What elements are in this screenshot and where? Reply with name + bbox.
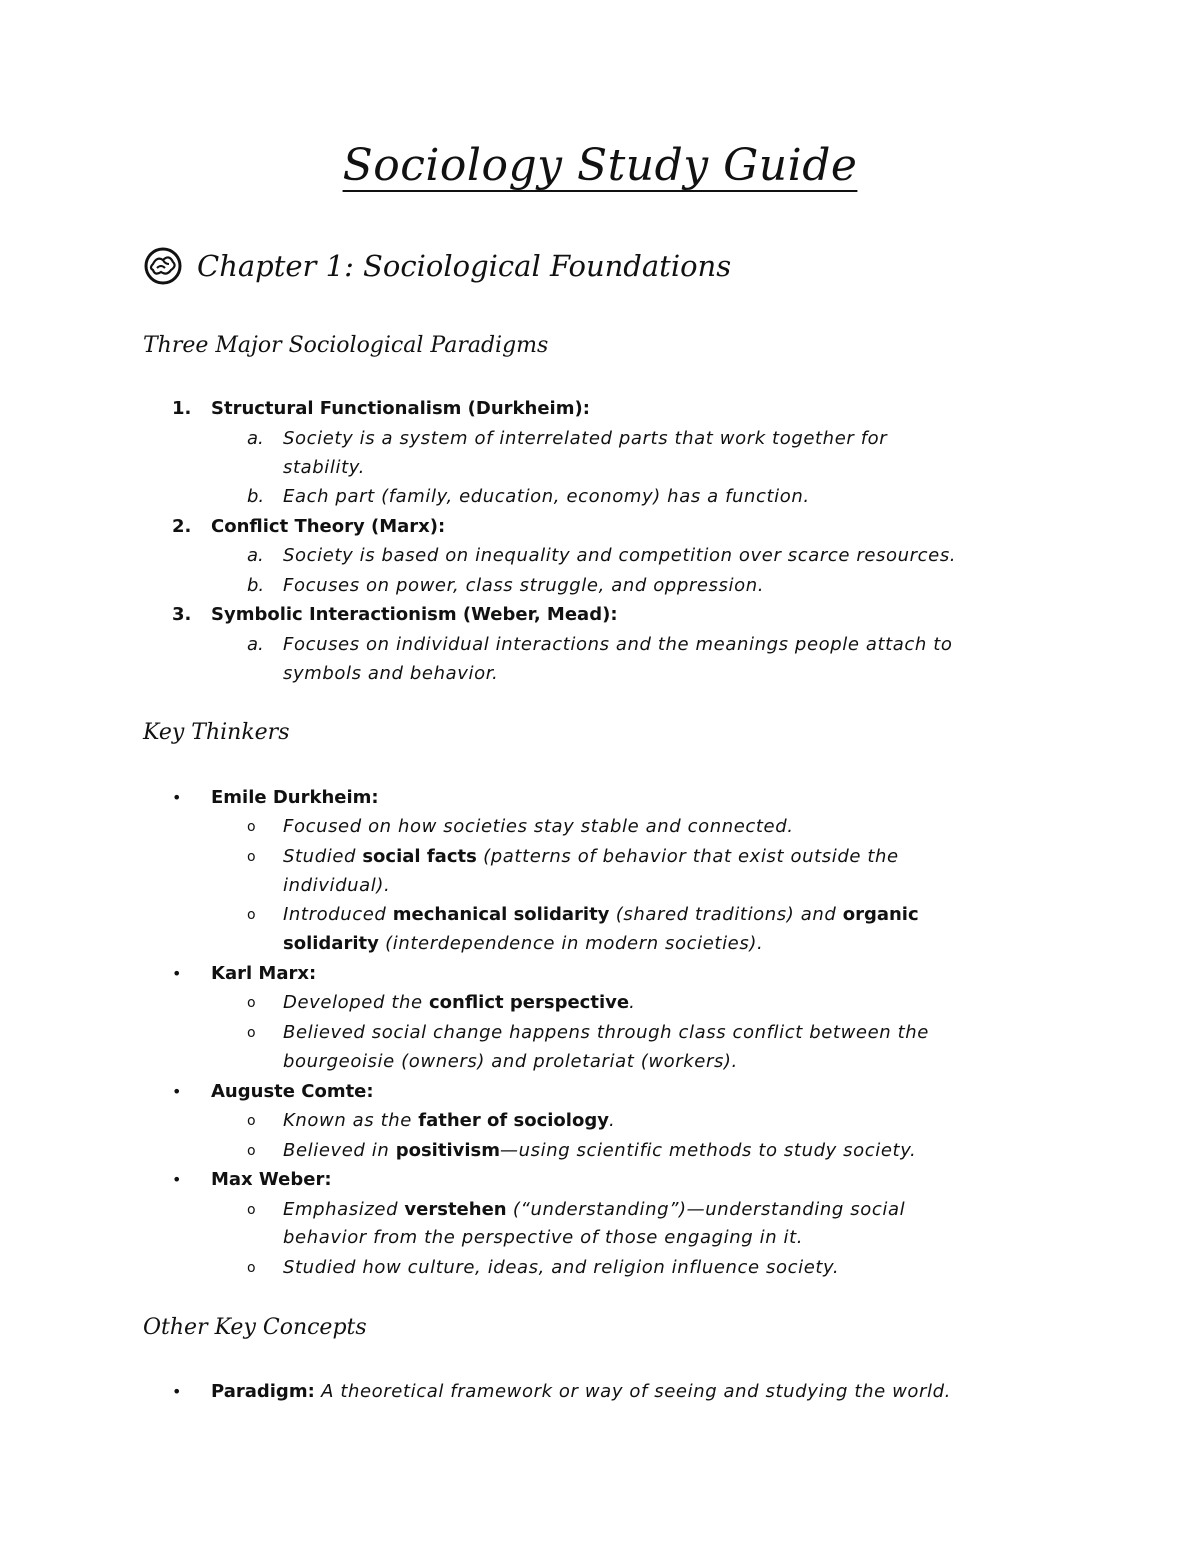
paradigm-number: 1.: [172, 398, 192, 419]
thinkers-heading: Key Thinkers: [143, 720, 290, 745]
chapter-title: Chapter 1: Sociological Foundations: [197, 249, 732, 283]
circle-marker: o: [247, 1202, 256, 1218]
circle-marker: o: [247, 1025, 256, 1041]
circle-marker: o: [247, 819, 256, 835]
sub-letter: b.: [247, 486, 265, 507]
paradigm-label: Structural Functionalism (Durkheim):: [211, 398, 590, 419]
thinker-point: behavior from the perspective of those engaging in it.: [283, 1227, 804, 1248]
bullet-marker: •: [172, 964, 182, 983]
circle-marker: o: [247, 1143, 256, 1159]
thinker-point: solidarity (interdependence in modern societies).: [283, 933, 764, 954]
paradigm-label: Conflict Theory (Marx):: [211, 516, 446, 537]
concepts-heading: Other Key Concepts: [143, 1315, 367, 1340]
sub-text: Focuses on power, class struggle, and oppression.: [283, 575, 765, 596]
brain-icon: [143, 246, 183, 286]
circle-marker: o: [247, 907, 256, 923]
thinker-name: Karl Marx:: [211, 963, 317, 984]
thinker-point: Believed social change happens through class conflict between the: [283, 1022, 929, 1043]
thinker-name: Auguste Comte:: [211, 1081, 374, 1102]
circle-marker: o: [247, 995, 256, 1011]
circle-marker: o: [247, 1260, 256, 1276]
thinker-point: Believed in positivism—using scientific methods to study society.: [283, 1140, 917, 1161]
sub-letter: a.: [247, 545, 264, 566]
chapter-heading: [143, 246, 731, 286]
thinker-point: bourgeoisie (owners) and proletariat (workers).: [283, 1051, 738, 1072]
concept-item: Paradigm: A theoretical framework or way of seeing and studying the world.: [211, 1381, 951, 1402]
sub-letter: a.: [247, 634, 264, 655]
sub-text: Society is a system of interrelated parts that work together for: [283, 428, 888, 449]
thinker-point: individual).: [283, 875, 391, 896]
bullet-marker: •: [172, 1082, 182, 1101]
bullet-marker: •: [172, 788, 182, 807]
sub-text: Focuses on individual interactions and the meanings people attach to: [283, 634, 953, 655]
bullet-marker: •: [172, 1382, 182, 1401]
sub-letter: b.: [247, 575, 265, 596]
thinker-name: Emile Durkheim:: [211, 787, 379, 808]
paradigm-label: Symbolic Interactionism (Weber, Mead):: [211, 604, 618, 625]
sub-text: symbols and behavior.: [283, 663, 499, 684]
thinker-point: Known as the father of sociology.: [283, 1110, 616, 1131]
thinker-point: Studied how culture, ideas, and religion influence society.: [283, 1257, 840, 1278]
thinker-point: Developed the conflict perspective.: [283, 992, 636, 1013]
paradigms-heading: Three Major Sociological Paradigms: [143, 333, 549, 358]
thinker-point: Studied social facts (patterns of behavior that exist outside the: [283, 846, 899, 867]
paradigm-number: 3.: [172, 604, 192, 625]
thinker-point: Emphasized verstehen (“understanding”)—understanding social: [283, 1199, 906, 1220]
sub-text: stability.: [283, 457, 365, 478]
thinker-name: Max Weber:: [211, 1169, 332, 1190]
document-title: Sociology Study Guide: [342, 140, 858, 191]
paradigm-number: 2.: [172, 516, 192, 537]
sub-text: Each part (family, education, economy) has a function.: [283, 486, 810, 507]
sub-text: Society is based on inequality and competition over scarce resources.: [283, 545, 957, 566]
sub-letter: a.: [247, 428, 264, 449]
thinker-point: Introduced mechanical solidarity (shared traditions) and organic: [283, 904, 919, 925]
circle-marker: o: [247, 849, 256, 865]
bullet-marker: •: [172, 1170, 182, 1189]
circle-marker: o: [247, 1113, 256, 1129]
thinker-point: Focused on how societies stay stable and connected.: [283, 816, 794, 837]
